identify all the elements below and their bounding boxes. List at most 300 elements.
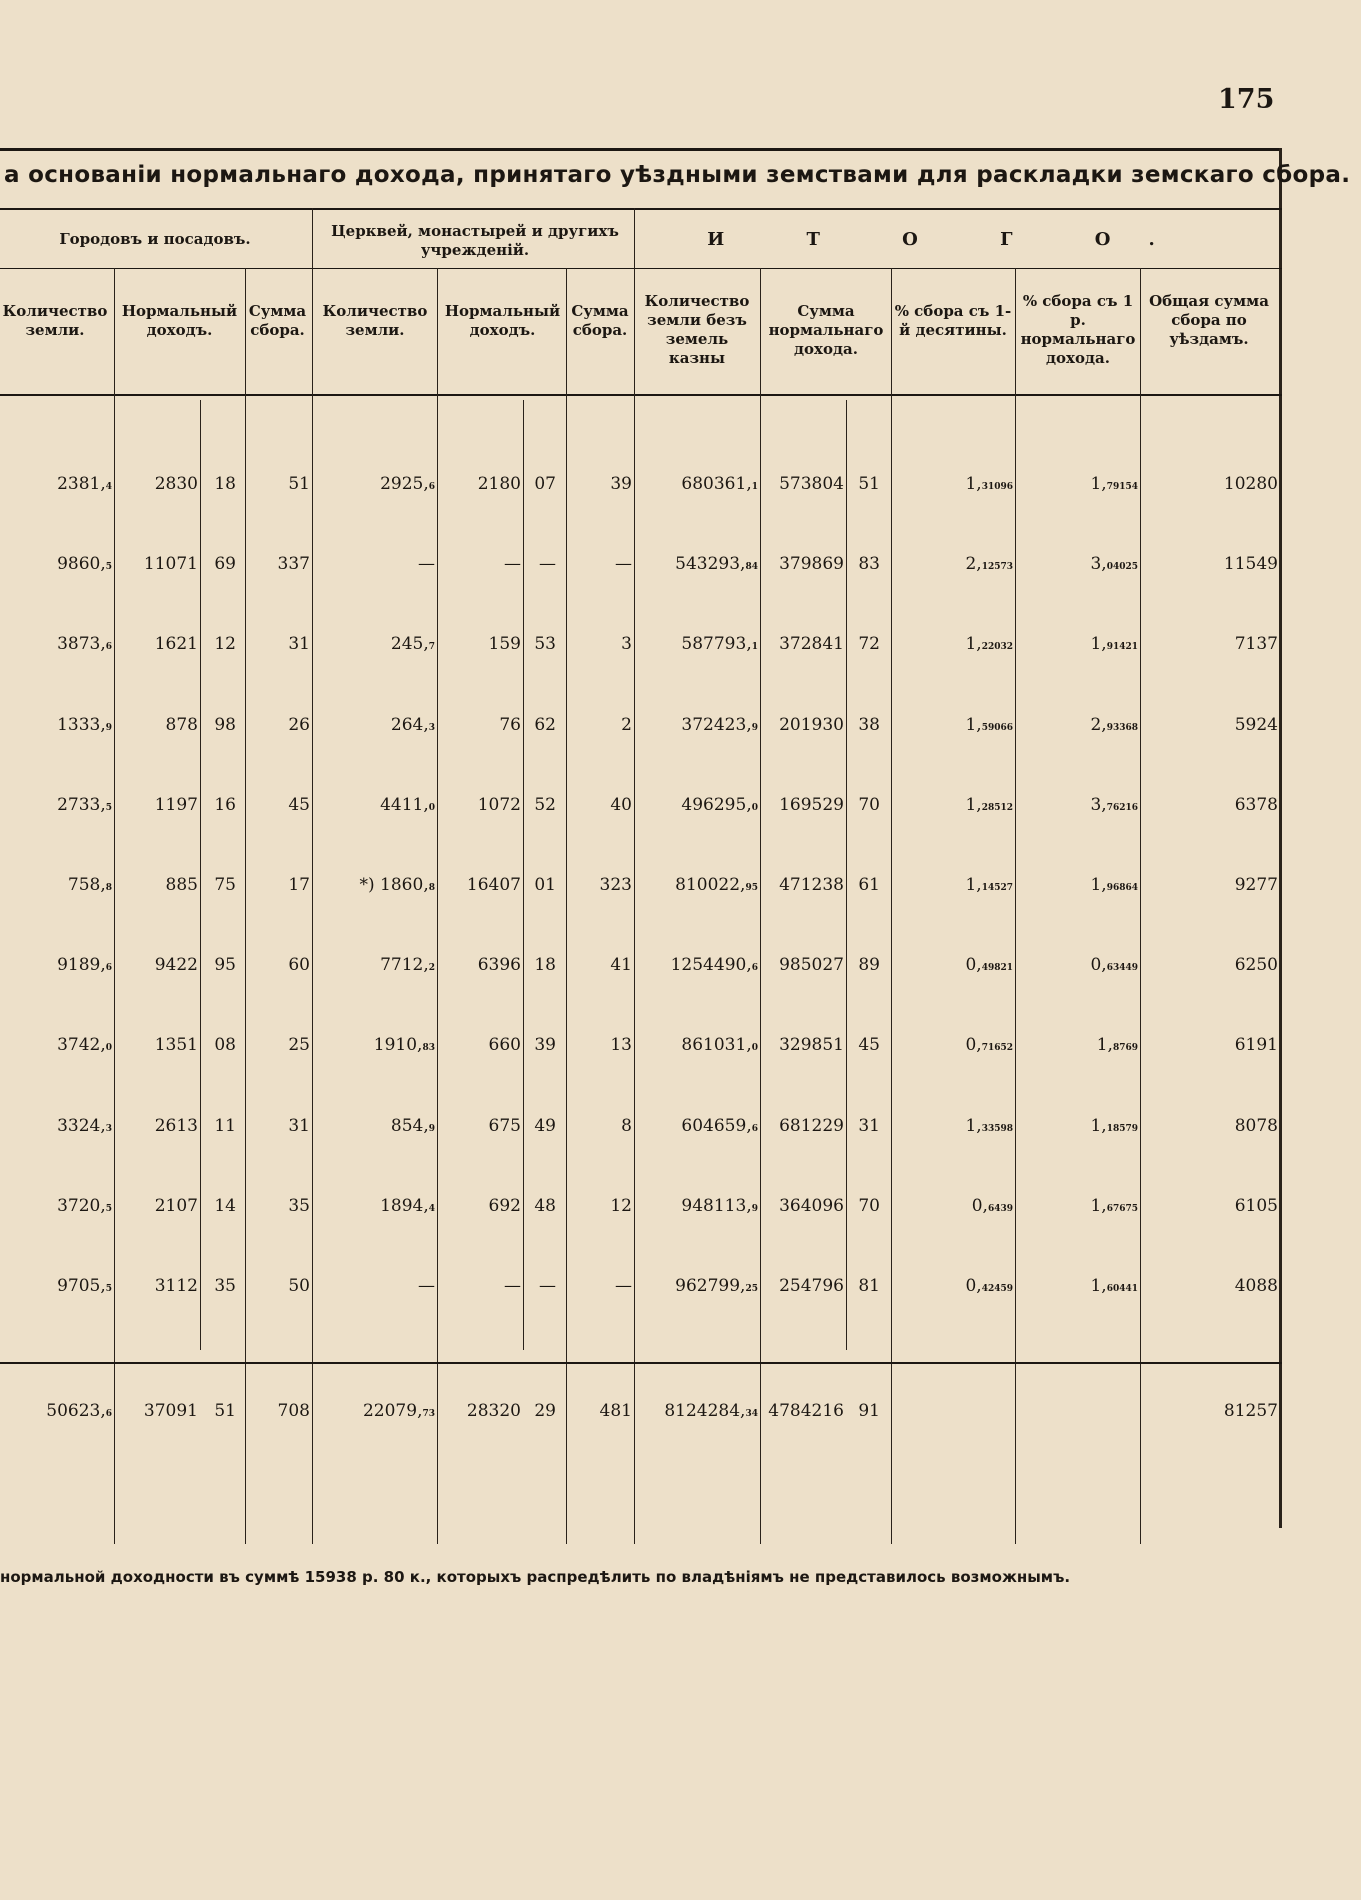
row-7-total-income-kop-value: 89 (858, 955, 880, 976)
row-5-pct-ruble-value: 3, (1090, 794, 1107, 815)
row-3-total-levy (1235, 634, 1278, 654)
row-9-churches-income-value: 675 (488, 1115, 521, 1136)
row-1-pct-ruble-value: 1, (1090, 474, 1107, 494)
row-3-pct-ruble (1090, 634, 1138, 654)
row-8-total-income-kop-value: 45 (858, 1035, 880, 1056)
row-8-total-levy (1235, 1035, 1278, 1055)
row-3-towns-income-kop (214, 634, 236, 654)
totals-row-churches-income-value: 28320 (466, 1401, 521, 1421)
row-8-towns-land (57, 1035, 112, 1055)
totals-row-churches-land-value: 22079, (362, 1401, 423, 1421)
row-9-towns-income (155, 1116, 198, 1136)
row-2-churches-income-kop-value: — (539, 554, 556, 575)
row-4-churches-land-fraction: 3 (428, 722, 435, 733)
row-7-towns-land-value: 9189, (57, 955, 106, 976)
row-2-churches-land (418, 554, 435, 574)
row-8-towns-income (155, 1035, 198, 1055)
row-3-churches-income-value: 159 (488, 634, 521, 655)
row-3-towns-land (57, 634, 112, 654)
row-8-towns-land-value: 3742, (57, 1035, 106, 1056)
row-6-total-income-kop-value: 61 (858, 875, 880, 895)
row-5-towns-income-kop (214, 795, 236, 815)
row-9-total-land (681, 1116, 758, 1136)
row-10-total-levy-value: 6105 (1234, 1195, 1278, 1216)
row-11-total-land-value: 962799, (675, 1276, 746, 1296)
row-2-total-land-value: 543293, (675, 554, 746, 575)
row-9-towns-land-value: 3324, (57, 1115, 106, 1136)
row-10-pct-ruble-value: 1, (1090, 1195, 1107, 1216)
row-2-pct-desyatina (965, 554, 1013, 574)
row-11-churches-income-kop (539, 1276, 556, 1296)
row-4-towns-levy-value: 26 (288, 714, 310, 735)
row-10-pct-ruble-fraction: 67675 (1106, 1203, 1138, 1214)
row-9-towns-land (57, 1116, 112, 1136)
row-5-churches-land (380, 795, 435, 815)
row-1-towns-land-fraction: 4 (105, 482, 112, 492)
row-2-pct-ruble-fraction: 04025 (1106, 562, 1138, 573)
row-7-total-income-kop (858, 955, 880, 975)
row-8-towns-levy (288, 1035, 310, 1055)
row-7-churches-income-value: 6396 (477, 955, 521, 976)
row-6-towns-income (166, 875, 198, 895)
row-9-towns-land-fraction: 3 (105, 1123, 112, 1134)
row-1-churches-levy-value: 39 (610, 474, 632, 494)
row-11-towns-income-value: 3112 (154, 1276, 198, 1296)
row-6-towns-income-kop (214, 875, 236, 895)
row-4-churches-land-value: 264, (390, 714, 429, 735)
row-9-pct-ruble (1090, 1116, 1138, 1136)
row-8-total-income-kop (858, 1035, 880, 1055)
row-2-churches-levy (615, 554, 632, 574)
totals-row-churches-income (467, 1401, 521, 1421)
row-5-pct-desyatina (965, 795, 1013, 815)
row-8-towns-income-kop (214, 1035, 236, 1055)
totals-row-total-income-kop (858, 1401, 880, 1421)
row-3-pct-desyatina-value: 1, (965, 634, 982, 655)
col-rule (846, 400, 847, 1350)
totals-row-total-levy-value: 81257 (1223, 1401, 1278, 1421)
row-1-pct-ruble-fraction: 79154 (1106, 482, 1138, 492)
totals-row-towns-land-value: 50623, (46, 1401, 106, 1421)
title-rule (0, 208, 1282, 210)
col-header-churches-land: Количество земли. (322, 302, 428, 339)
row-8-churches-income-kop (534, 1035, 556, 1055)
row-11-pct-ruble-value: 1, (1090, 1276, 1107, 1296)
row-7-pct-desyatina-fraction: 49821 (981, 963, 1013, 974)
row-5-towns-income-value: 1197 (154, 794, 198, 815)
row-10-towns-income-kop-value: 14 (214, 1195, 236, 1216)
row-2-towns-land-fraction: 5 (105, 562, 112, 573)
row-5-total-land-value: 496295, (681, 794, 752, 815)
row-3-towns-land-value: 3873, (57, 634, 106, 655)
row-8-total-income-value: 329851 (779, 1035, 844, 1056)
row-7-churches-levy-value: 41 (610, 955, 632, 976)
row-2-total-income-value: 379869 (779, 554, 844, 575)
row-10-churches-levy-value: 12 (610, 1195, 632, 1216)
row-1-total-income (779, 474, 844, 494)
row-8-pct-ruble-fraction: 8769 (1112, 1043, 1138, 1054)
row-1-churches-income-kop (534, 474, 556, 494)
row-10-churches-land-fraction: 4 (428, 1203, 435, 1214)
row-11-churches-levy (615, 1276, 632, 1296)
row-1-pct-desyatina-value: 1, (965, 474, 982, 494)
row-2-towns-income-kop (214, 554, 236, 574)
row-7-towns-levy-value: 60 (288, 955, 310, 976)
row-6-towns-income-kop-value: 75 (214, 875, 236, 895)
row-10-towns-levy (288, 1196, 310, 1216)
row-11-pct-desyatina-value: 0, (965, 1276, 982, 1296)
row-6-towns-levy (288, 875, 310, 895)
row-4-total-levy-value: 5924 (1234, 714, 1278, 735)
row-7-churches-land (380, 955, 435, 975)
totals-row-towns-income (144, 1401, 198, 1421)
row-7-total-land (671, 955, 758, 975)
row-7-towns-land-fraction: 6 (105, 963, 112, 974)
row-11-churches-income-value: — (504, 1276, 521, 1296)
row-9-churches-levy (621, 1116, 632, 1136)
row-4-churches-income-value: 76 (499, 714, 521, 735)
row-1-churches-income (478, 474, 521, 494)
row-1-pct-ruble (1090, 474, 1138, 494)
row-3-total-income-value: 372841 (779, 634, 844, 655)
row-5-churches-income-kop (534, 795, 556, 815)
col-rule (437, 268, 438, 1544)
row-10-churches-income-kop (534, 1196, 556, 1216)
row-11-towns-income-kop-value: 35 (214, 1276, 236, 1296)
row-2-pct-ruble (1090, 554, 1138, 574)
row-1-total-levy (1224, 474, 1278, 494)
page-number: 175 (1218, 84, 1275, 115)
row-5-total-levy (1235, 795, 1278, 815)
row-3-total-land (681, 634, 758, 654)
row-7-churches-income-kop (534, 955, 556, 975)
totals-row-towns-income-value: 37091 (143, 1401, 198, 1421)
row-5-towns-land-value: 2733, (57, 794, 106, 815)
totals-row-total-levy (1224, 1401, 1278, 1421)
row-9-pct-ruble-value: 1, (1090, 1115, 1107, 1136)
col-header-total-land: Количество земли безъ земель казны (644, 292, 750, 367)
row-9-towns-income-value: 2613 (154, 1115, 198, 1136)
row-8-total-levy-value: 6191 (1234, 1035, 1278, 1056)
row-10-churches-land (380, 1196, 435, 1216)
row-2-towns-levy (278, 554, 310, 574)
row-9-total-levy (1235, 1116, 1278, 1136)
row-7-total-levy (1235, 955, 1278, 975)
row-2-pct-ruble-value: 3, (1090, 554, 1107, 575)
row-1-total-income-kop-value: 51 (858, 474, 880, 494)
row-8-churches-levy-value: 13 (610, 1035, 632, 1056)
row-4-towns-income-value: 878 (165, 714, 198, 735)
row-3-total-income (779, 634, 844, 654)
row-6-pct-desyatina-fraction: 14527 (981, 883, 1013, 893)
row-5-pct-desyatina-value: 1, (965, 794, 982, 815)
row-7-churches-levy (610, 955, 632, 975)
row-3-churches-income-kop-value: 53 (534, 634, 556, 655)
row-8-churches-land-fraction: 83 (422, 1043, 435, 1054)
row-2-churches-levy-value: — (615, 554, 632, 575)
totals-row-churches-income-kop-value: 29 (534, 1401, 556, 1421)
row-4-total-land (681, 715, 758, 735)
row-4-towns-income-kop (214, 715, 236, 735)
row-6-towns-income-value: 885 (165, 875, 198, 895)
row-4-towns-income (166, 715, 198, 735)
row-3-churches-land (391, 634, 435, 654)
row-11-total-income (779, 1276, 844, 1296)
row-4-churches-income-kop-value: 62 (534, 714, 556, 735)
row-4-churches-income (499, 715, 521, 735)
col-header-towns-land: Количество земли. (2, 302, 108, 339)
row-3-total-income-kop-value: 72 (858, 634, 880, 655)
row-10-towns-income (155, 1196, 198, 1216)
row-9-churches-income (489, 1116, 521, 1136)
col-rule (891, 268, 892, 1544)
totals-row-total-land-value: 8124284, (664, 1401, 746, 1421)
row-3-churches-income (489, 634, 521, 654)
row-6-pct-ruble-fraction: 96864 (1106, 883, 1138, 893)
row-10-churches-income (489, 1196, 521, 1216)
row-9-towns-income-kop-value: 11 (214, 1115, 236, 1136)
row-1-total-income-value: 573804 (779, 474, 844, 494)
row-1-total-income-kop (858, 474, 880, 494)
row-5-churches-income (478, 795, 521, 815)
row-11-towns-income-kop (214, 1276, 236, 1296)
row-6-pct-ruble (1090, 875, 1138, 895)
row-6-total-income (779, 875, 844, 895)
row-5-churches-land-fraction: 0 (428, 802, 435, 813)
row-11-pct-ruble (1090, 1276, 1138, 1296)
row-1-total-land-fraction: 1 (751, 482, 758, 492)
row-1-towns-levy (288, 474, 310, 494)
row-11-towns-land-fraction: 5 (105, 1284, 112, 1294)
row-5-total-levy-value: 6378 (1234, 794, 1278, 815)
row-4-churches-levy (621, 715, 632, 735)
row-7-pct-ruble (1090, 955, 1138, 975)
row-7-towns-income-value: 9422 (154, 955, 198, 976)
row-6-total-income-value: 471238 (779, 875, 844, 895)
row-9-total-income-value: 681229 (779, 1115, 844, 1136)
row-10-total-income-kop-value: 70 (858, 1195, 880, 1216)
row-6-total-income-kop (858, 875, 880, 895)
totals-rule (0, 1362, 1282, 1364)
row-2-total-levy (1224, 554, 1278, 574)
row-11-total-land (675, 1276, 758, 1296)
row-11-total-levy-value: 4088 (1234, 1276, 1278, 1296)
row-5-churches-levy (610, 795, 632, 815)
row-4-churches-income-kop (534, 715, 556, 735)
row-9-churches-land (391, 1116, 435, 1136)
col-header-pct-ruble: % сбора съ 1 р. нормальнаго дохода. (1020, 292, 1136, 367)
row-5-towns-income (155, 795, 198, 815)
row-3-pct-ruble-value: 1, (1090, 634, 1107, 655)
row-1-total-land-value: 680361, (681, 474, 752, 494)
row-5-total-income-kop (858, 795, 880, 815)
col-rule (312, 208, 313, 1544)
row-7-total-income (779, 955, 844, 975)
row-4-pct-desyatina-value: 1, (965, 714, 982, 735)
row-3-churches-land-fraction: 7 (428, 642, 435, 653)
row-7-pct-desyatina-value: 0, (965, 955, 982, 976)
row-11-churches-land (418, 1276, 435, 1296)
row-2-pct-desyatina-fraction: 12573 (981, 562, 1013, 573)
row-6-churches-income (467, 875, 521, 895)
row-9-towns-levy-value: 31 (288, 1115, 310, 1136)
row-8-towns-income-value: 1351 (154, 1035, 198, 1056)
totals-row-towns-land-fraction: 6 (105, 1409, 112, 1419)
row-2-towns-income (144, 554, 198, 574)
row-9-total-income-kop-value: 31 (858, 1115, 880, 1136)
row-10-total-levy (1235, 1196, 1278, 1216)
row-7-total-income-value: 985027 (779, 955, 844, 976)
row-4-towns-land-value: 1333, (57, 714, 106, 735)
row-11-pct-desyatina (965, 1276, 1013, 1296)
row-10-churches-land-value: 1894, (380, 1195, 429, 1216)
col-rule (1015, 268, 1016, 1544)
row-10-total-income-kop (858, 1196, 880, 1216)
row-6-towns-land (68, 875, 112, 895)
row-8-churches-income (489, 1035, 521, 1055)
col-header-churches-income: Нормальный доходъ. (444, 302, 561, 339)
row-6-total-levy-value: 9277 (1234, 875, 1278, 895)
totals-row-total-income (768, 1401, 844, 1421)
row-10-pct-desyatina-value: 0, (971, 1195, 988, 1216)
table-title: а основаніи нормальнаго дохода, принятаго уѣздными земствами для раскладки земскаго сбора. (4, 162, 1351, 188)
row-3-total-levy-value: 7137 (1234, 634, 1278, 655)
row-8-churches-income-kop-value: 39 (534, 1035, 556, 1056)
row-2-churches-land-value: — (418, 554, 435, 575)
col-header-towns-levy: Сумма сбора. (248, 302, 307, 339)
row-7-total-land-fraction: 6 (751, 963, 758, 974)
row-7-towns-income-kop (214, 955, 236, 975)
row-5-pct-desyatina-fraction: 28512 (981, 802, 1013, 813)
row-10-churches-income-kop-value: 48 (534, 1195, 556, 1216)
row-2-total-income-kop (858, 554, 880, 574)
row-10-churches-income-value: 692 (488, 1195, 521, 1216)
row-2-churches-income-value: — (504, 554, 521, 575)
row-1-towns-land (57, 474, 112, 494)
col-header-towns-income: Нормальный доходъ. (121, 302, 238, 339)
row-9-pct-desyatina-value: 1, (965, 1115, 982, 1136)
row-11-total-income-kop-value: 81 (858, 1276, 880, 1296)
row-4-churches-land (391, 715, 435, 735)
row-7-towns-income-kop-value: 95 (214, 955, 236, 976)
row-11-total-income-value: 254796 (779, 1276, 844, 1296)
row-2-towns-land-value: 9860, (57, 554, 106, 575)
row-6-churches-land (360, 875, 435, 895)
row-11-towns-levy-value: 50 (288, 1276, 310, 1296)
row-4-pct-ruble (1090, 715, 1138, 735)
table-top-rule (0, 148, 1282, 151)
row-5-towns-income-kop-value: 16 (214, 794, 236, 815)
row-10-total-land-value: 948113, (681, 1195, 752, 1216)
group-header-churches: Церквей, монастырей и другихъ учрежденій. (331, 222, 619, 259)
row-3-pct-ruble-fraction: 91421 (1106, 642, 1138, 653)
row-10-towns-levy-value: 35 (288, 1195, 310, 1216)
row-9-pct-ruble-fraction: 18579 (1106, 1123, 1138, 1134)
col-header-total-levy: Общая сумма сбора по уѣздамъ. (1149, 292, 1269, 348)
row-8-total-income (779, 1035, 844, 1055)
row-11-towns-land-value: 9705, (57, 1276, 106, 1296)
row-9-total-income (779, 1116, 844, 1136)
row-9-churches-levy-value: 8 (621, 1115, 632, 1136)
row-5-total-income (779, 795, 844, 815)
row-9-churches-income-kop (534, 1116, 556, 1136)
row-10-pct-desyatina (972, 1196, 1013, 1216)
column-header-rule (0, 394, 1282, 396)
col-rule (523, 400, 524, 1350)
row-5-total-income-value: 169529 (779, 794, 844, 815)
row-1-total-land (681, 474, 758, 494)
row-6-churches-levy (600, 875, 632, 895)
row-6-pct-desyatina-value: 1, (965, 875, 982, 895)
row-2-towns-levy-value: 337 (277, 554, 310, 575)
totals-row-churches-land-fraction: 73 (422, 1409, 435, 1419)
row-4-total-income-kop (858, 715, 880, 735)
row-2-total-income-kop-value: 83 (858, 554, 880, 575)
row-8-towns-land-fraction: 0 (105, 1043, 112, 1054)
row-7-pct-ruble-value: 0, (1090, 955, 1107, 976)
row-4-towns-levy (288, 715, 310, 735)
row-4-towns-income-kop-value: 98 (214, 714, 236, 735)
group-header-towns: Городовъ и посадовъ. (59, 230, 251, 248)
row-8-pct-ruble-value: 1, (1096, 1035, 1113, 1056)
row-7-pct-desyatina (965, 955, 1013, 975)
row-10-total-land (681, 1196, 758, 1216)
row-2-total-levy-value: 11549 (1223, 554, 1278, 575)
row-9-churches-land-value: 854, (390, 1115, 429, 1136)
row-4-total-income (779, 715, 844, 735)
row-3-churches-land-value: 245, (390, 634, 429, 655)
row-7-churches-income (478, 955, 521, 975)
col-rule (1140, 268, 1141, 1544)
row-6-total-land-fraction: 95 (745, 883, 758, 893)
col-rule (245, 268, 246, 1544)
totals-row-towns-levy-value: 708 (277, 1401, 310, 1421)
table-right-rule (1279, 148, 1282, 1528)
row-10-towns-land-fraction: 5 (105, 1203, 112, 1214)
row-6-churches-levy-value: 323 (599, 875, 632, 895)
row-11-pct-ruble-fraction: 60441 (1106, 1284, 1138, 1294)
row-8-pct-ruble (1097, 1035, 1138, 1055)
totals-row-churches-land (363, 1401, 435, 1421)
row-5-churches-income-kop-value: 52 (534, 794, 556, 815)
row-4-towns-land-fraction: 9 (105, 722, 112, 733)
row-11-churches-income (504, 1276, 521, 1296)
row-2-churches-income (504, 554, 521, 574)
row-8-churches-levy (610, 1035, 632, 1055)
row-7-churches-income-kop-value: 18 (534, 955, 556, 976)
row-1-towns-income-kop (214, 474, 236, 494)
row-8-total-land-fraction: 0 (751, 1043, 758, 1054)
col-rule (200, 400, 201, 1350)
row-4-pct-ruble-fraction: 93368 (1106, 722, 1138, 733)
row-4-total-land-value: 372423, (681, 714, 752, 735)
row-1-churches-levy (610, 474, 632, 494)
row-11-churches-levy-value: — (615, 1276, 632, 1296)
col-rule (634, 208, 635, 1544)
totals-row-churches-levy-value: 481 (599, 1401, 632, 1421)
row-6-churches-income-kop-value: 01 (534, 875, 556, 895)
row-9-total-land-value: 604659, (681, 1115, 752, 1136)
col-header-total-income: Сумма нормальнаго дохода. (768, 302, 884, 358)
row-1-towns-income-value: 2830 (154, 474, 198, 494)
row-10-towns-land-value: 3720, (57, 1195, 106, 1216)
row-3-total-land-value: 587793, (681, 634, 752, 655)
row-1-towns-income (155, 474, 198, 494)
row-2-total-income (779, 554, 844, 574)
row-8-total-land (681, 1035, 758, 1055)
row-5-towns-levy-value: 45 (288, 794, 310, 815)
row-3-towns-income-kop-value: 12 (214, 634, 236, 655)
